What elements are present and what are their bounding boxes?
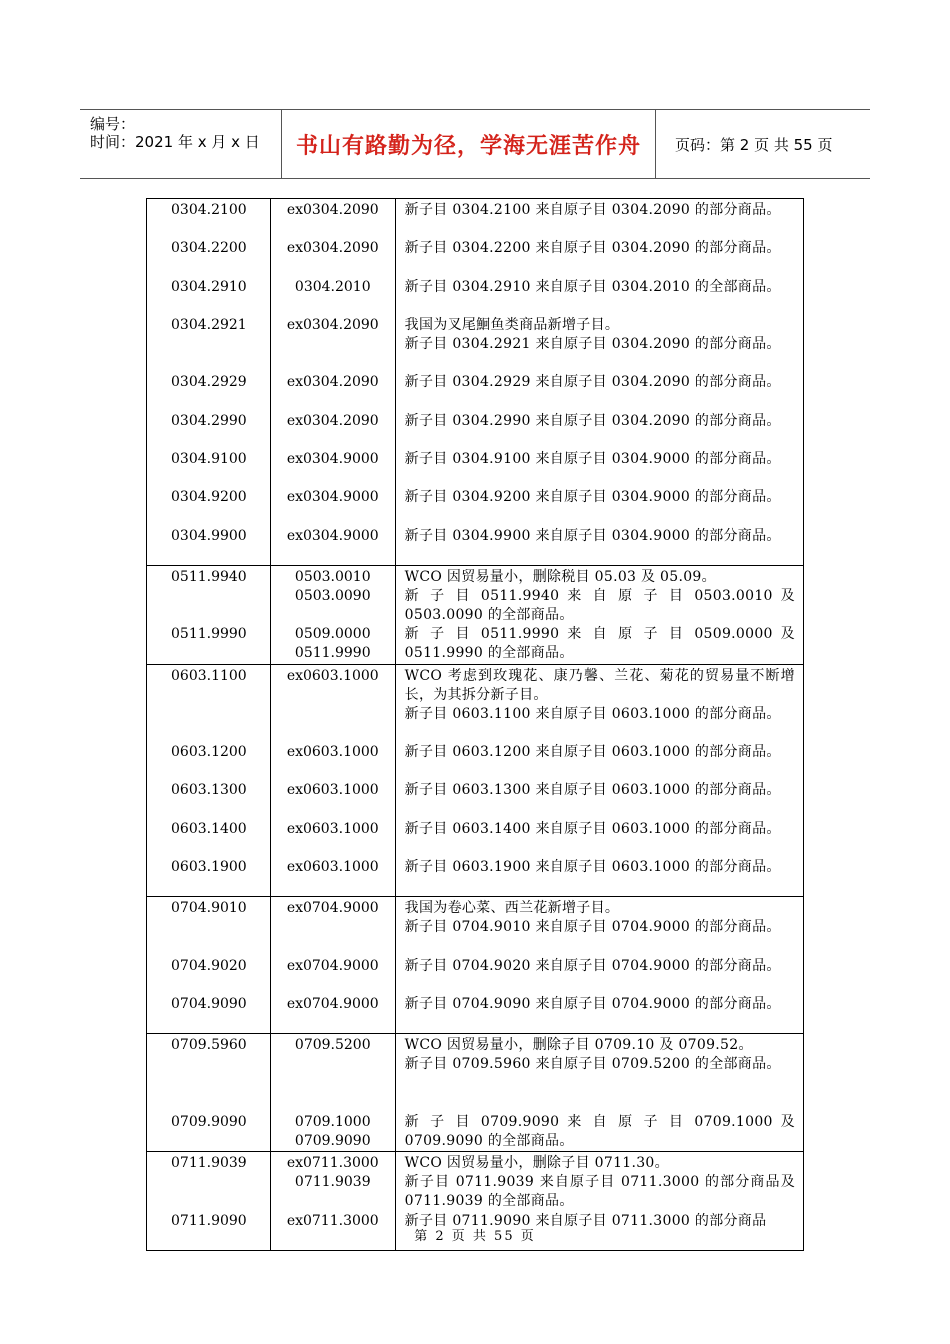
new-code: 0304.2921 xyxy=(171,316,247,333)
new-code: 0704.9020 xyxy=(171,957,247,974)
header-page-info xyxy=(665,110,870,178)
description-entry xyxy=(396,201,803,239)
old-code: ex0304.2090 xyxy=(286,412,379,429)
old-code: ex0304.9000 xyxy=(286,450,379,467)
description-line: 新子目 0603.1300 来自原子目 0603.1000 的部分商品。 xyxy=(404,782,781,799)
old-code: ex0304.2090 xyxy=(286,240,379,257)
description-entry xyxy=(396,488,803,526)
table-row xyxy=(147,1034,804,1152)
description-line: 新子目 0711.9090 来自原子目 0711.3000 的部分商品 xyxy=(404,1212,767,1229)
old-code-cell xyxy=(270,199,395,566)
description-entry xyxy=(396,278,803,316)
new-code: 0603.1200 xyxy=(171,744,247,761)
new-code: 0603.1100 xyxy=(171,667,247,684)
new-code: 0304.2910 xyxy=(171,278,247,295)
new-code: 0304.9900 xyxy=(171,527,247,544)
description-entry xyxy=(396,1036,803,1113)
old-code: ex0304.2090 xyxy=(286,202,379,218)
description-entry xyxy=(396,858,803,896)
description-line: 新子目 0603.1900 来自原子目 0603.1000 的部分商品。 xyxy=(404,859,781,876)
description-line: 新子目 0304.9100 来自原子目 0304.9000 的部分商品。 xyxy=(404,450,781,467)
old-code: ex0603.1000 xyxy=(286,744,379,761)
table-row xyxy=(147,199,804,566)
new-code: 0304.2200 xyxy=(171,240,247,257)
description-line: 新子目 0304.9200 来自原子目 0304.9000 的部分商品。 xyxy=(404,489,781,506)
old-code: 0709.1000 0709.9090 xyxy=(294,1113,371,1149)
new-code-cell xyxy=(147,897,271,1034)
old-code: ex0704.9000 xyxy=(286,996,379,1013)
description-cell xyxy=(395,565,803,664)
description-line: WCO 因贸易量小，删除税目 05.03 及 05.09。 xyxy=(404,568,716,585)
description-line: 新子目 0704.9010 来自原子目 0704.9000 的部分商品。 xyxy=(404,919,781,936)
old-code: 0509.0000 0511.9990 xyxy=(294,626,371,662)
new-code: 0709.5960 xyxy=(171,1037,247,1054)
description-line: 新子目 0603.1400 来自原子目 0603.1000 的部分商品。 xyxy=(404,820,781,837)
old-code: ex0304.2090 xyxy=(286,374,379,391)
description-line: WCO 因贸易量小，删除子目 0711.30。 xyxy=(404,1155,669,1172)
new-code: 0704.9010 xyxy=(171,900,247,917)
description-entry xyxy=(396,316,803,373)
description-cell xyxy=(395,897,803,1034)
old-code: ex0603.1000 xyxy=(286,667,379,684)
new-code: 0304.9100 xyxy=(171,450,247,467)
old-code: 0304.2010 xyxy=(294,278,371,295)
new-code: 0711.9090 xyxy=(171,1212,247,1229)
old-code-cell xyxy=(270,565,395,664)
page-footer: 第 2 页 共 55 页 xyxy=(414,1229,536,1244)
new-code-cell xyxy=(147,199,271,566)
table-row xyxy=(147,664,804,897)
description-entry xyxy=(396,568,803,625)
new-code: 0711.9039 xyxy=(171,1155,247,1172)
description-line: 新子目 0304.2200 来自原子目 0304.2090 的部分商品。 xyxy=(404,240,781,257)
header-meta xyxy=(80,110,282,178)
old-code: ex0603.1000 xyxy=(286,782,379,799)
old-code-cell xyxy=(270,1034,395,1152)
description-line: 新子目 0603.1200 来自原子目 0603.1000 的部分商品。 xyxy=(404,744,781,761)
old-code-cell xyxy=(270,897,395,1034)
old-code: ex0711.3000 0711.9039 xyxy=(286,1155,379,1191)
description-entry xyxy=(396,667,803,744)
description-line: 新子目 0304.2100 来自原子目 0304.2090 的部分商品。 xyxy=(404,202,781,218)
description-entry xyxy=(396,899,803,956)
description-entry xyxy=(396,957,803,995)
description-cell xyxy=(395,1034,803,1152)
new-code: 0603.1300 xyxy=(171,782,247,799)
old-code: ex0704.9000 xyxy=(286,957,379,974)
description-entry xyxy=(396,239,803,277)
old-code: ex0304.2090 xyxy=(286,316,379,333)
description-line: 新子目 0304.2921 来自原子目 0304.2090 的部分商品。 xyxy=(404,335,781,352)
page-info-text: 页码：第 2 页 共 55 页 xyxy=(675,135,833,154)
description-line: 新子目 0704.9020 来自原子目 0704.9000 的部分商品。 xyxy=(404,957,781,974)
old-code: 0503.0010 0503.0090 xyxy=(294,568,371,604)
new-code: 0511.9940 xyxy=(171,568,247,585)
description-entry xyxy=(396,625,803,663)
new-code: 0304.2929 xyxy=(171,374,247,391)
description-line: 新 子 目 0511.9940 来 自 原 子 目 0503.0010 及 0503.0090 的全部商品。 xyxy=(404,587,795,623)
description-line: 新子目 0709.5960 来自原子目 0709.5200 的全部商品。 xyxy=(404,1056,781,1073)
description-cell xyxy=(395,199,803,566)
description-line: 新子目 0304.2929 来自原子目 0304.2090 的部分商品。 xyxy=(404,374,781,391)
description-line: 新子目 0711.9039 来自原子目 0711.3000 的部分商品及 0711.9039 的全部商品。 xyxy=(404,1174,795,1210)
new-code: 0603.1400 xyxy=(171,820,247,837)
document-header xyxy=(80,109,870,179)
description-entry xyxy=(396,743,803,781)
old-code: ex0603.1000 xyxy=(286,820,379,837)
time-label: 时间：2021 年 x 月 x 日 xyxy=(90,133,260,151)
description-line: 新子目 0704.9090 来自原子目 0704.9000 的部分商品。 xyxy=(404,996,781,1013)
description-line: 新子目 0304.2910 来自原子目 0304.2010 的全部商品。 xyxy=(404,278,781,295)
new-code: 0304.9200 xyxy=(171,489,247,506)
description-cell xyxy=(395,664,803,897)
description-entry xyxy=(396,450,803,488)
description-line: 新子目 0304.2990 来自原子目 0304.2090 的部分商品。 xyxy=(404,412,781,429)
description-line: 新 子 目 0709.9090 来 自 原 子 目 0709.1000 及 0709.9090 的全部商品。 xyxy=(404,1113,795,1149)
old-code: ex0304.9000 xyxy=(286,527,379,544)
description-entry xyxy=(396,995,803,1033)
new-code: 0709.9090 xyxy=(171,1113,247,1130)
description-entry xyxy=(396,373,803,411)
new-code: 0304.2990 xyxy=(171,412,247,429)
new-code: 0511.9990 xyxy=(171,626,247,643)
old-code-cell xyxy=(270,664,395,897)
description-entry xyxy=(396,527,803,565)
new-code-cell xyxy=(147,1034,271,1152)
description-line: 新 子 目 0511.9990 来 自 原 子 目 0509.0000 及 0511.9990 的全部商品。 xyxy=(404,626,795,662)
old-code: ex0704.9000 xyxy=(286,900,379,917)
new-code-cell xyxy=(147,565,271,664)
table-row xyxy=(147,897,804,1034)
new-code-cell xyxy=(147,664,271,897)
description-entry xyxy=(396,412,803,450)
description-entry xyxy=(396,1113,803,1151)
description-line: WCO 因贸易量小，删除子目 0709.10 及 0709.52。 xyxy=(404,1037,753,1054)
new-code: 0603.1900 xyxy=(171,859,247,876)
description-line: 我国为卷心菜、西兰花新增子目。 xyxy=(404,900,620,917)
description-entry xyxy=(396,820,803,858)
table-row xyxy=(147,565,804,664)
tariff-change-table xyxy=(146,198,804,1251)
description-line: 新子目 0603.1100 来自原子目 0603.1000 的部分商品。 xyxy=(404,705,781,722)
description-line: 我国为叉尾鮰鱼类商品新增子目。 xyxy=(404,316,620,333)
serial-label: 编号： xyxy=(90,115,136,133)
description-entry xyxy=(396,781,803,819)
header-motto: 书山有路勤为径，学海无涯苦作舟 xyxy=(282,110,656,178)
old-code: ex0304.9000 xyxy=(286,489,379,506)
description-line: 新子目 0304.9900 来自原子目 0304.9000 的部分商品。 xyxy=(404,527,781,544)
old-code: ex0711.3000 xyxy=(286,1212,379,1229)
description-line: WCO 考虑到玫瑰花、康乃馨、兰花、菊花的贸易量不断增长，为其拆分新子目。 xyxy=(404,667,795,703)
old-code: ex0603.1000 xyxy=(286,859,379,876)
new-code: 0704.9090 xyxy=(171,996,247,1013)
description-entry xyxy=(396,1154,803,1211)
old-code: 0709.5200 xyxy=(294,1037,371,1054)
new-code: 0304.2100 xyxy=(171,202,247,218)
